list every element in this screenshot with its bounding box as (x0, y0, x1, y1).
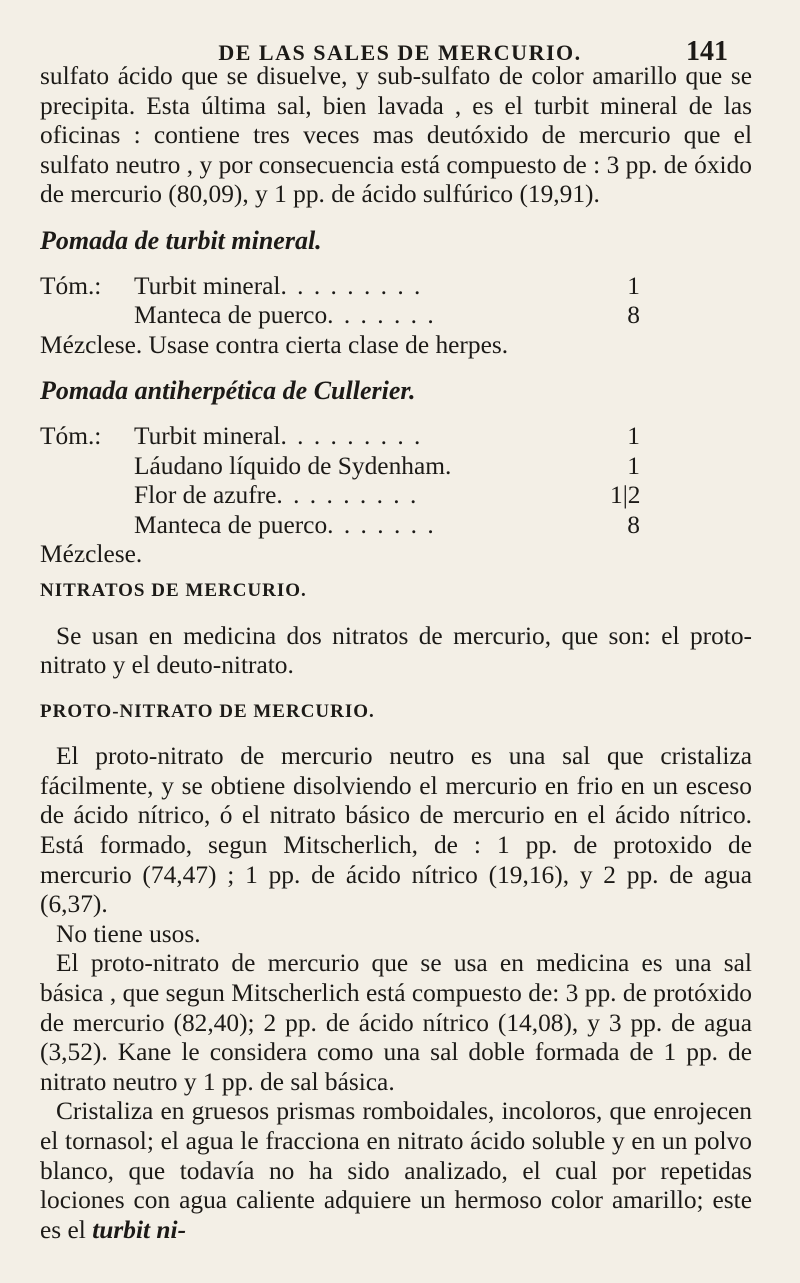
recipe2-title: Pomada antiherpética de Cullerier. (40, 376, 416, 406)
recipe2-item-label: Flor de azufre (134, 481, 277, 510)
section2-paragraph-3: El proto-nitrato de mercurio que se usa en medicina es una sal básica , que segun Mitscherlich está compuesto de: 3 pp. de protóxido de mercurio (82,40); 2 pp. de ácido nítrico (14,08), y 3 pp. de agua (3,52). Kane le considera como una sal doble formada de 1 pp. de nitrato neutro y 1 pp. de sal básica. (40, 949, 752, 1096)
recipe2-item-label: Manteca de puerco (134, 510, 328, 539)
recipe2-item-dots (451, 452, 610, 482)
recipe1-item-qty: 8 (627, 301, 640, 330)
recipe1-line-2 (40, 301, 640, 331)
recipe2-line-3 (40, 481, 640, 511)
recipe2-item-dots: . . . . . . . (327, 510, 436, 539)
recipe2-item-dots: . . . . . . . . . (280, 421, 423, 450)
section1-paragraph: Se usan en medicina dos nitratos de mercurio, que son: el proto-nitrato y el deuto-nitrato. (40, 621, 752, 680)
section2-paragraph-4-text: Cristaliza en gruesos prismas romboidales, incoloros, que enrojecen el tornasol; el agua le fracciona en nitrato ácido soluble y en un polvo blanco, que todavía no ha sido analizado, el cual por repetidas lociones con agua caliente adquiere un hermoso color amarillo; este es el (40, 1097, 752, 1244)
recipe1-title: Pomada de turbit mineral. (40, 225, 322, 255)
recipe1-lead: Tóm.: (40, 271, 102, 300)
recipe2-lead: Tóm.: (40, 421, 102, 450)
recipe1 (40, 272, 752, 361)
recipe2-line-1 (40, 422, 640, 452)
recipe2-item-qty: 1 (627, 421, 640, 450)
recipe2-closing: Mézclese. (40, 540, 143, 569)
section2-paragraph-4 (40, 1097, 752, 1245)
recipe2-item-dots: . . . . . . . . . (276, 481, 419, 510)
recipe2-line-4 (40, 511, 640, 541)
recipe1-closing: Mézclese. Usase contra cierta clase de herpes. (40, 330, 509, 359)
recipe2-item-qty: 8 (627, 510, 640, 539)
section-heading-nitratos: NITRATOS DE MERCURIO. (40, 579, 307, 601)
page-number: 141 (686, 36, 728, 67)
intro-paragraph: sulfato ácido que se disuelve, y sub-sulfato de color amarillo que se precipita. Esta última sal, bien lavada , es el turbit mineral de las oficinas : contiene tres veces mas deutóxido de mercurio que el sulfato neutro , y por consecuencia está compuesto de : 3 pp. de óxido de mercurio (80,09), y 1 pp. de ácido sulfúrico (19,91). (40, 62, 752, 209)
recipe2-item-label: Turbit mineral (134, 421, 281, 450)
recipe1-item-qty: 1 (627, 271, 640, 300)
recipe2-item-label: Láudano líquido de Sydenham. (134, 451, 452, 480)
recipe1-item-label: Turbit mineral (134, 271, 281, 300)
section-heading-proto-nitrato: PROTO-NITRATO DE MERCURIO. (40, 700, 375, 722)
recipe2 (40, 422, 752, 570)
recipe1-line-1 (40, 272, 640, 302)
recipe1-item-dots: . . . . . . . (327, 301, 436, 330)
page-body (40, 62, 752, 1245)
recipe2-line-2 (40, 452, 640, 482)
recipe1-item-dots: . . . . . . . . . (280, 271, 423, 300)
running-title: DE LAS SALES DE MERCURIO. (218, 40, 582, 65)
section2-paragraph-2: No tiene usos. (56, 919, 201, 948)
recipe2-item-qty: 1|2 (610, 481, 641, 510)
recipe2-item-qty: 1 (627, 451, 640, 480)
section2-paragraph-1: El proto-nitrato de mercurio neutro es una sal que cristaliza fácilmente, y se obtiene disolviendo el mercurio en frio en un esceso de ácido nítrico, ó el nitrato básico de mercurio en el ácido nítrico. Está formado, segun Mitscherlich, de : 1 pp. de protoxido de mercurio (74,47) ; 1 pp. de ácido nítrico (19,16), y 2 pp. de agua (6,37). (40, 742, 752, 919)
recipe1-item-label: Manteca de puerco (134, 301, 328, 330)
italic-term: turbit ni- (92, 1215, 187, 1244)
